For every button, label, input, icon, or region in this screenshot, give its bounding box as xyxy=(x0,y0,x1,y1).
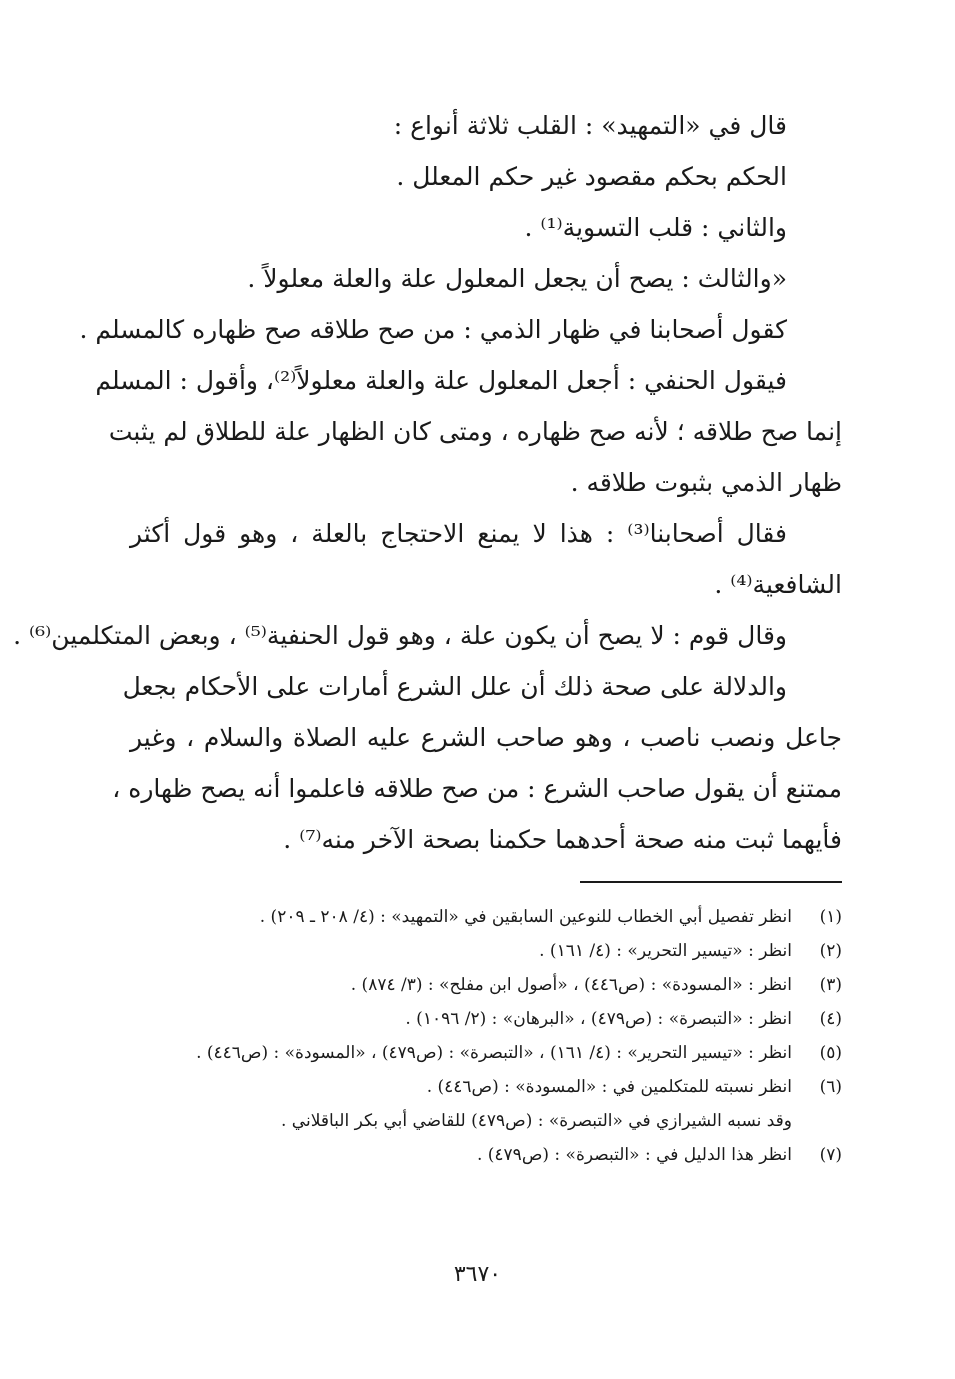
footnote-text: وقد نسبه الشيرازي في «التبصرة» : (ص٤٧٩) للقاضي أبي بكر الباقلاني . xyxy=(280,1111,792,1131)
footnote-text: انظر : «تيسير التحرير» : (٤/ ١٦١) . xyxy=(539,941,792,961)
footnote-number: (٦) xyxy=(819,1077,842,1097)
footnote-item xyxy=(120,968,842,1002)
body-line: ممتنع أن يقول صاحب الشرع : من صح طلاقه فاعلموا أنه يصح ظهاره ، xyxy=(112,774,842,803)
body-line: الشافعية⁽⁴⁾ . xyxy=(714,570,842,599)
body-line: «والثالث : يصح أن يجعل المعلول علة والعلة معلولاً . xyxy=(247,264,787,293)
footnotes xyxy=(120,900,842,1172)
footnote-item xyxy=(120,900,842,934)
body-line: وقال قوم : لا يصح أن يكون علة ، وهو قول الحنفية⁽⁵⁾ ، وبعض المتكلمين⁽⁶⁾ . xyxy=(13,621,787,650)
footnote-item xyxy=(120,934,842,968)
footnote-continuation xyxy=(120,1104,842,1138)
footnote-number: (١) xyxy=(819,907,842,927)
footnote-number: (٧) xyxy=(819,1145,842,1165)
body-line: فيقول الحنفي : أجعل المعلول علة والعلة معلولاً⁽²⁾، وأقول : المسلم xyxy=(95,366,787,395)
body-line: كقول أصحابنا في ظهار الذمي : من صح طلاقه صح ظهاره كالمسلم . xyxy=(79,315,787,344)
body-line: فأيهما ثبت منه صحة أحدهما حكمنا بصحة الآخر منه⁽⁷⁾ . xyxy=(283,825,842,854)
body-line: إنما صح طلاقه ؛ لأنه صح ظهاره ، ومتى كان الظهار علة للطلاق لم يثبت xyxy=(108,417,842,446)
footnote-number: (٣) xyxy=(819,975,842,995)
body-line: فقال أصحابنا⁽³⁾ : هذا لا يمنع الاحتجاج بالعلة ، وهو قول أكثر xyxy=(130,519,787,548)
footnote-text: انظر : «التبصرة» : (ص٤٧٩) ، «البرهان» : (٢/ ١٠٩٦) . xyxy=(405,1009,792,1029)
footnote-item xyxy=(120,1138,842,1172)
footnote-text: انظر نسبته للمتكلمين في : «المسودة» : (ص٤٤٦) . xyxy=(426,1077,792,1097)
footnote-number: (٤) xyxy=(819,1009,842,1029)
page-number: ٣٦٧٠ xyxy=(453,1262,502,1287)
footnote-item xyxy=(120,1002,842,1036)
footnote-number: (٢) xyxy=(819,941,842,961)
footnote-divider xyxy=(580,881,842,883)
footnote-text: انظر هذا الدليل في : «التبصرة» : (ص٤٧٩) . xyxy=(476,1145,792,1165)
body-line: قال في «التمهيد» : القلب ثلاثة أنواع : xyxy=(393,111,787,140)
footnote-text: انظر تفصيل أبي الخطاب للنوعين السابقين في «التمهيد» : (٤/ ٢٠٨ ـ ٢٠٩) . xyxy=(259,907,792,927)
footnote-number: (٥) xyxy=(819,1043,842,1063)
main-text xyxy=(13,100,842,865)
body-line: ظهار الذمي بثبوت طلاقه . xyxy=(570,468,842,497)
body-line: والثاني : قلب التسوية⁽¹⁾ . xyxy=(524,213,787,242)
footnote-item xyxy=(120,1070,842,1104)
footnote-text: انظر : «المسودة» : (ص٤٤٦) ، «أصول ابن مفلح» : (٣/ ٨٧٤) . xyxy=(350,975,792,995)
footnote-item xyxy=(120,1036,842,1070)
body-line: والدلالة على صحة ذلك أن علل الشرع أمارات على الأحكام بجعل xyxy=(122,672,787,701)
footnote-text: انظر : «تيسير التحرير» : (٤/ ١٦١) ، «التبصرة» : (ص٤٧٩) ، «المسودة» : (ص٤٤٦) . xyxy=(196,1043,792,1063)
body-line: جاعل ونصب ناصب ، وهو صاحب الشرع عليه الصلاة والسلام ، وغير xyxy=(130,723,842,752)
body-line: الحكم بحكم مقصود غير حكم المعلل . xyxy=(396,162,787,191)
